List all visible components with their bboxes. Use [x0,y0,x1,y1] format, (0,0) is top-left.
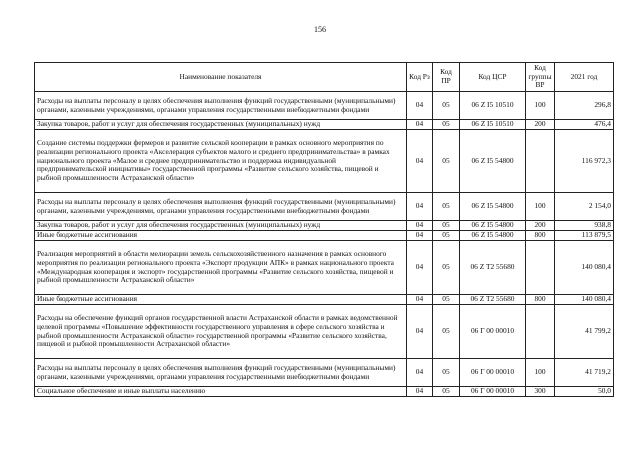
row-name: Расходы на выплаты персоналу в целях обеспечения выполнения функций государственными (муниципальными) органами, казенными учреждениями, органами управления государственными внебюджетными фондами [35,92,407,120]
row-rz: 04 [407,387,433,397]
table-row [35,359,614,387]
page-number: 156 [314,25,326,34]
row-amount: 140 080,4 [555,295,614,305]
row-name: Расходы на обеспечение функций органов государственной власти Астраханской области в рамках ведомственной целевой программы «Повышение эффективности государственного управления в сфере сельского хозяйства и рыбной промышленности Астраханской области» государственной программы «Развитие сельского хозяйства, пищевой и рыбной промышленности Астраханской области» [35,305,407,359]
table-row [35,193,614,221]
table-row [35,387,614,397]
row-csr: 06 Z T2 55680 [460,241,526,295]
row-pr: 05 [433,295,460,305]
row-amount: 2 154,0 [555,193,614,221]
row-rz: 04 [407,241,433,295]
row-vr: 100 [526,193,555,221]
row-amount: 296,8 [555,92,614,120]
table-row [35,221,614,231]
row-vr [526,305,555,359]
row-name: Закупка товаров, работ и услуг для обеспечения государственных (муниципальных) нужд [35,120,407,130]
row-csr: 06 Z I5 54800 [460,130,526,193]
row-amount: 41 799,2 [555,305,614,359]
header-csr: Код ЦСР [460,63,526,92]
row-rz: 04 [407,231,433,241]
row-csr: 06 Z I5 54800 [460,193,526,221]
row-name: Создание системы поддержки фермеров и развитие сельской кооперации в рамках основного мероприятия по реализации регионального проекта «Акселерация субъектов малого и среднего предпринимательства» в рамках национального проекта «Малое и среднее предпринимательство и поддержка индивидуальной предпринимательской инициативы» государственной программы «Развитие сельского хозяйства, пищевой и рыбной промышленности Астраханской области» [35,130,407,193]
row-name: Реализация мероприятий в области мелиорации земель сельскохозяйственного назначения в рамках основного мероприятия по реализации регионального проекта «Экспорт продукции АПК» в рамках национального проекта «Международная кооперация и экспорт» государственной программы «Развитие сельского хозяйства, пищевой и рыбной промышленности Астраханской области» [35,241,407,295]
row-rz: 04 [407,295,433,305]
row-vr: 800 [526,295,555,305]
row-pr: 05 [433,130,460,193]
row-rz: 04 [407,359,433,387]
row-amount: 41 719,2 [555,359,614,387]
row-vr: 100 [526,92,555,120]
row-pr: 05 [433,359,460,387]
row-vr [526,130,555,193]
budget-table [34,62,614,397]
row-csr: 06 Г 00 00010 [460,359,526,387]
table-row [35,92,614,120]
row-pr: 05 [433,221,460,231]
row-csr: 06 Z I5 10510 [460,92,526,120]
row-pr: 05 [433,120,460,130]
row-rz: 04 [407,120,433,130]
row-vr: 200 [526,221,555,231]
header-vr: Код группы ВР [526,63,555,92]
row-vr: 100 [526,359,555,387]
row-name: Иные бюджетные ассигнования [35,295,407,305]
row-name: Расходы на выплаты персоналу в целях обеспечения выполнения функций государственными (муниципальными) органами, казенными учреждениями, органами управления государственными внебюджетными фондами [35,359,407,387]
row-csr: 06 Z I5 54800 [460,221,526,231]
header-year: 2021 год [555,63,614,92]
table-row [35,305,614,359]
row-rz: 04 [407,221,433,231]
row-amount: 116 972,3 [555,130,614,193]
table-row [35,120,614,130]
table-header-row [35,63,614,92]
row-rz: 04 [407,92,433,120]
row-rz: 04 [407,193,433,221]
row-vr [526,241,555,295]
row-csr: 06 Г 00 00010 [460,387,526,397]
row-pr: 05 [433,241,460,295]
row-csr: 06 Z I5 54800 [460,231,526,241]
header-name: Наименование показателя [35,63,407,92]
row-amount: 113 879,5 [555,231,614,241]
header-pr: Код ПР [433,63,460,92]
row-amount: 938,8 [555,221,614,231]
table-row [35,295,614,305]
row-vr: 200 [526,120,555,130]
table-row [35,231,614,241]
row-name: Иные бюджетные ассигнования [35,231,407,241]
row-vr: 300 [526,387,555,397]
row-name: Социальное обеспечение и иные выплаты населению [35,387,407,397]
row-amount: 50,0 [555,387,614,397]
row-vr: 800 [526,231,555,241]
row-csr: 06 Z T2 55680 [460,295,526,305]
row-pr: 05 [433,92,460,120]
row-rz: 04 [407,130,433,193]
table-row [35,241,614,295]
row-amount: 476,4 [555,120,614,130]
row-name: Расходы на выплаты персоналу в целях обеспечения выполнения функций государственными (муниципальными) органами, казенными учреждениями, органами управления государственными внебюджетными фондами [35,193,407,221]
row-name: Закупка товаров, работ и услуг для обеспечения государственных (муниципальных) нужд [35,221,407,231]
table-row [35,130,614,193]
row-amount: 140 080,4 [555,241,614,295]
row-rz: 04 [407,305,433,359]
row-pr: 05 [433,387,460,397]
row-csr: 06 Г 00 00010 [460,305,526,359]
row-pr: 05 [433,231,460,241]
row-csr: 06 Z I5 10510 [460,120,526,130]
header-rz: Код Рз [407,63,433,92]
row-pr: 05 [433,305,460,359]
row-pr: 05 [433,193,460,221]
